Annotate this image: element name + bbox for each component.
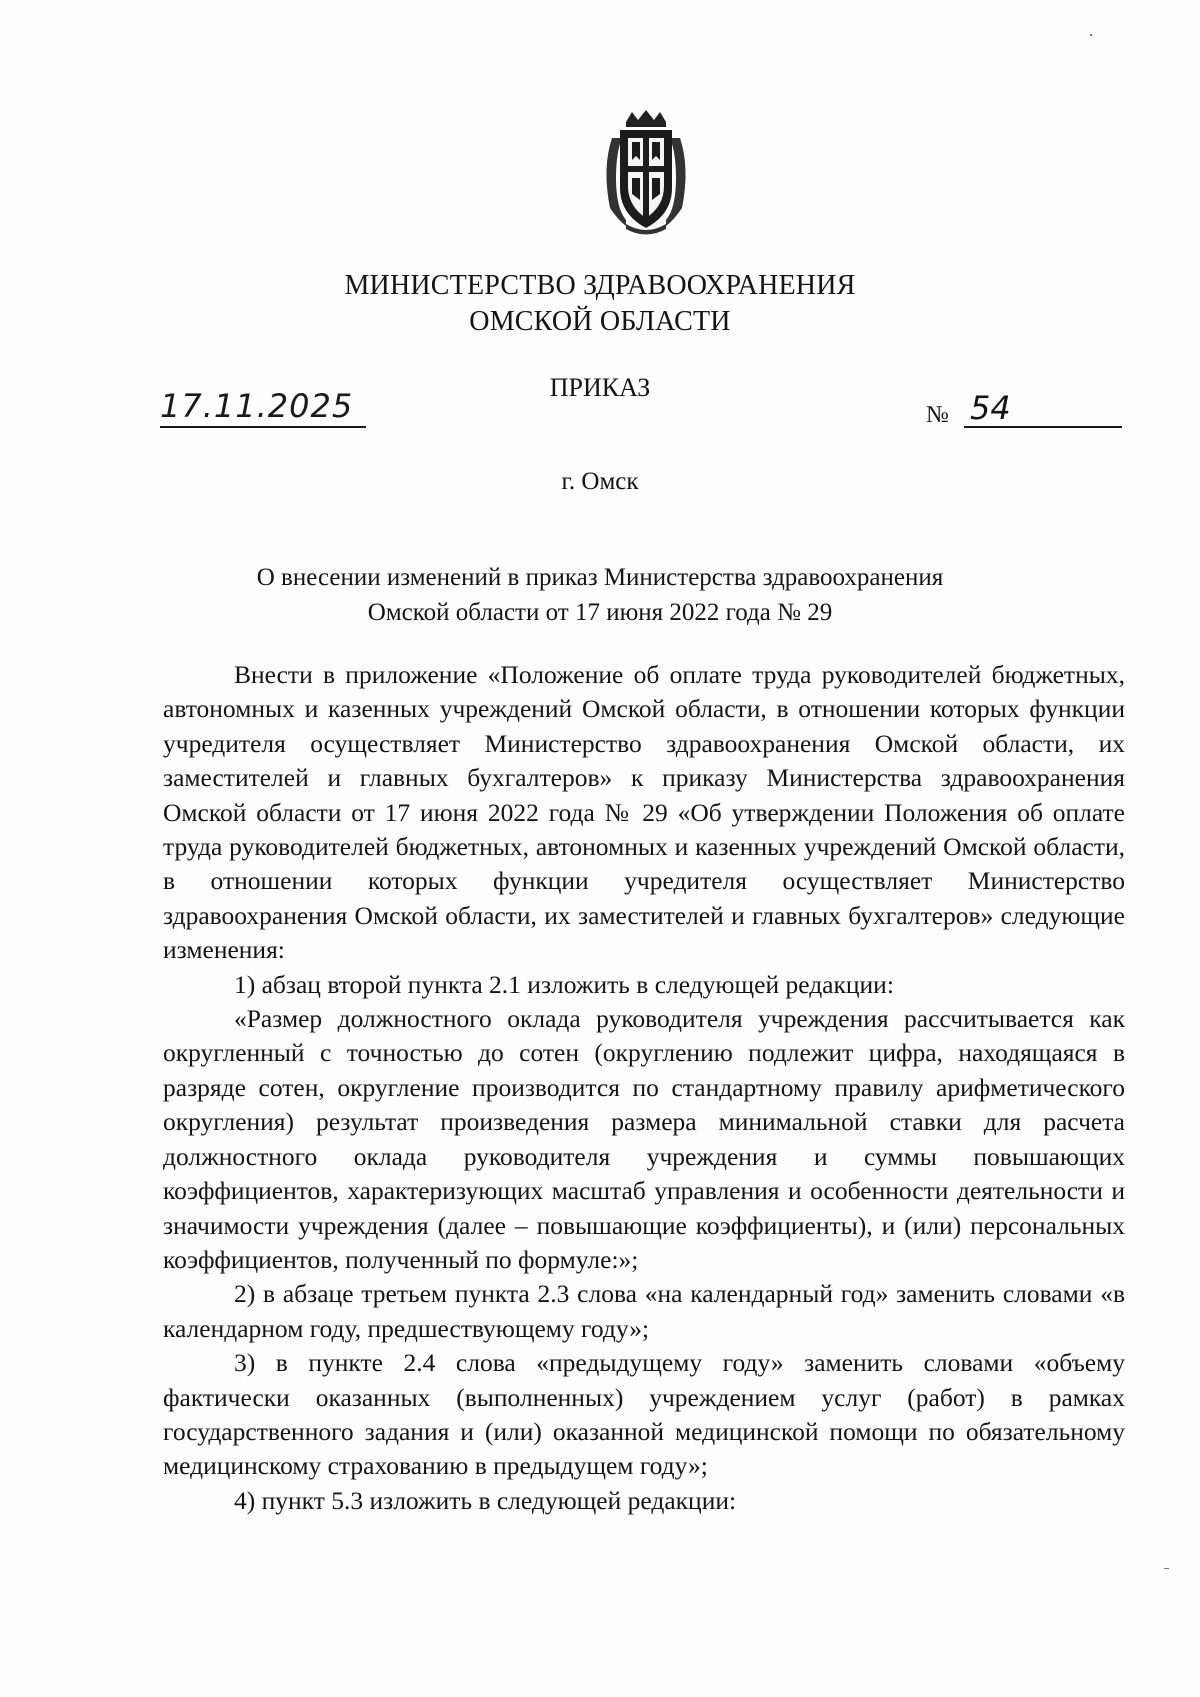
number-sign: № <box>926 402 949 428</box>
document-title <box>0 560 1200 630</box>
order-date: 17.11.2025 <box>160 386 366 428</box>
ministry-name-line2: ОМСКОЙ ОБЛАСТИ <box>469 306 731 337</box>
paragraph-item-1: 1) абзац второй пункта 2.1 изложить в следующей редакции: <box>234 969 894 999</box>
order-number-block <box>926 389 1122 436</box>
scan-mark-top <box>1090 34 1092 36</box>
order-number: 54 <box>964 388 1122 428</box>
document-title-line2: Омской области от 17 июня 2022 года № 29 <box>367 599 833 626</box>
ministry-name-line1: МИНИСТЕРСТВО ЗДРАВООХРАНЕНИЯ <box>344 270 856 301</box>
paragraph-item-4: 4) пункт 5.3 изложить в следующей редакции: <box>234 1485 737 1515</box>
document-body <box>163 658 1125 1518</box>
paragraph-intro: Внести в приложение «Положение об оплате труда руководителей бюджетных, автономных и казенных учреждений Омской области, в отношении которых функции учредителя осуществляет Министерство здравоохранения Омской области, их заместителей и главных бухгалтеров» к приказу Министерства здравоохранения Омской области от 17 июня 2022 года № 29 «Об утверждении Положения об оплате труда руководителей бюджетных, автономных и казенных учреждений Омской области, в отношении которых функции учредителя осуществляет Министерство здравоохранения Омской области, их заместителей и главных бухгалтеров» следующие изменения: <box>163 660 1125 965</box>
document-type: ПРИКАЗ <box>549 373 651 402</box>
document-title-line1: О внесении изменений в приказ Министерства здравоохранения <box>256 564 944 591</box>
city: г. Омск <box>561 468 639 495</box>
omsk-coat-of-arms-icon <box>596 108 696 236</box>
paragraph-item-1-text: «Размер должностного оклада руководителя учреждения рассчитывается как округленный с точностью до сотен (округлению подлежит цифра, находящаяся в разряде сотен, округление производится по стандартному правилу арифметического округления) результат произведения размера минимальной ставки для расчета должностного оклада руководителя учреждения и суммы повышающих коэффициентов, характеризующих масштаб управления и особенности деятельности и значимости учреждения (далее – повышающие коэффициенты), и (или) персональных коэффициентов, полученный по формуле:»; <box>163 1004 1125 1274</box>
paragraph-item-2: 2) в абзаце третьем пункта 2.3 слова «на календарный год» заменить словами «в календарном году, предшествующему году»; <box>163 1279 1125 1343</box>
scan-mark-right <box>1164 1568 1169 1569</box>
ministry-name <box>0 268 1200 340</box>
paragraph-item-3: 3) в пункте 2.4 слова «предыдущему году» заменить словами «объему фактически оказанных (выполненных) учреждением услуг (работ) в рамках государственного задания и (или) оказанной медицинской помощи по обязательному медицинскому страхованию в предыдущем году»; <box>163 1348 1125 1481</box>
